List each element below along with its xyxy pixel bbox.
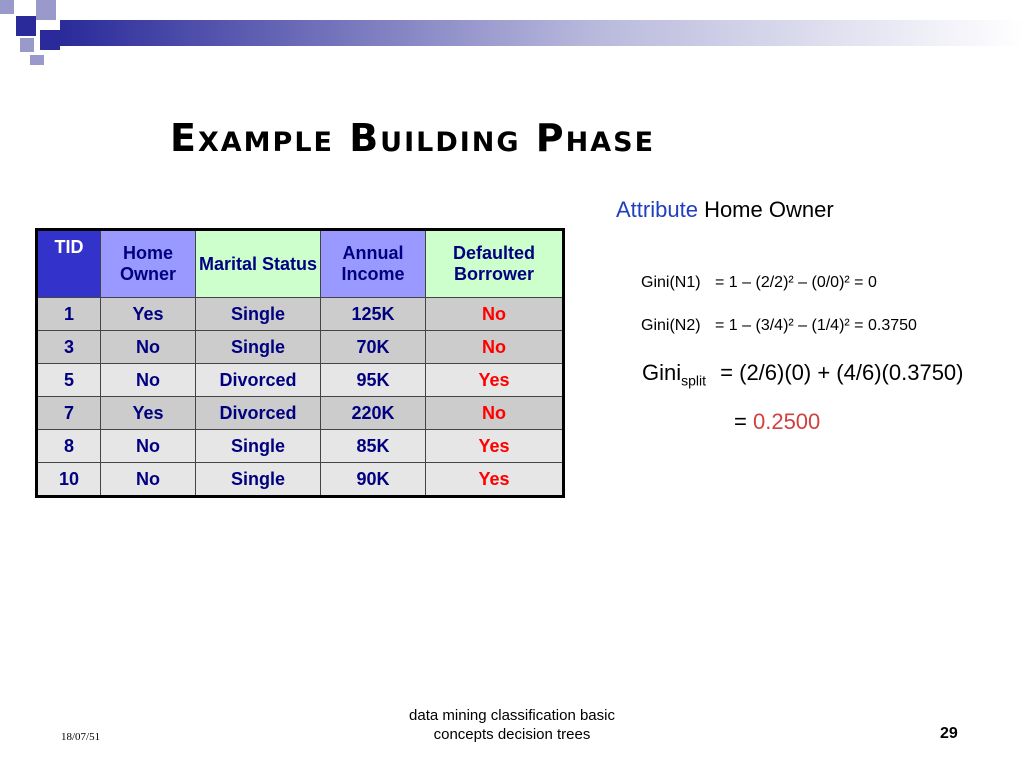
footer-date: 18/07/51 xyxy=(61,731,101,743)
gini-split-result xyxy=(734,409,820,435)
gini-n1-label: Gini(N1) xyxy=(641,274,701,291)
column-header-annual-income: Annual Income xyxy=(321,230,426,298)
footer-caption xyxy=(380,706,644,744)
column-header-defaulted-borrower: Defaulted Borrower xyxy=(426,230,564,298)
column-header-marital-status: Marital Status xyxy=(196,230,321,298)
cell-annual-income: 70K xyxy=(321,331,426,364)
result-equals: = xyxy=(734,409,747,434)
result-value: 0.2500 xyxy=(752,409,821,434)
gini-split-label: Gini xyxy=(642,360,682,385)
footer-line-1: data mining classification basic xyxy=(409,707,615,724)
table-row xyxy=(37,463,564,497)
cell-annual-income: 220K xyxy=(321,397,426,430)
cell-marital-status: Single xyxy=(196,331,321,364)
table-header-row xyxy=(37,230,564,298)
cell-annual-income: 85K xyxy=(321,430,426,463)
footer-line-2: concepts decision trees xyxy=(433,726,591,743)
cell-marital-status: Single xyxy=(196,298,321,331)
cell-home-owner: No xyxy=(101,430,196,463)
cell-annual-income: 125K xyxy=(321,298,426,331)
slide-title: Example Building Phase xyxy=(170,116,656,160)
table-row xyxy=(37,364,564,397)
cell-tid: 7 xyxy=(37,397,101,430)
gini-n2-expression: = 1 – (3/4)² – (1/4)² = 0.3750 xyxy=(715,317,917,334)
table-row xyxy=(37,298,564,331)
table-row xyxy=(37,331,564,364)
training-data-table xyxy=(35,228,565,498)
attribute-heading xyxy=(616,197,834,223)
cell-defaulted-borrower: No xyxy=(426,298,564,331)
cell-annual-income: 90K xyxy=(321,463,426,497)
cell-marital-status: Divorced xyxy=(196,397,321,430)
attribute-value: Home Owner xyxy=(704,197,834,222)
slide-header-decoration xyxy=(0,0,1024,70)
cell-defaulted-borrower: No xyxy=(426,397,564,430)
cell-tid: 1 xyxy=(37,298,101,331)
gini-split-line xyxy=(642,360,964,388)
attribute-label: Attribute xyxy=(616,197,698,222)
gini-split-expression: = (2/6)(0) + (4/6)(0.3750) xyxy=(720,360,964,385)
cell-marital-status: Single xyxy=(196,430,321,463)
column-header-tid: TID xyxy=(37,230,101,298)
cell-defaulted-borrower: Yes xyxy=(426,463,564,497)
cell-annual-income: 95K xyxy=(321,364,426,397)
gini-n1-line xyxy=(641,274,877,292)
cell-marital-status: Single xyxy=(196,463,321,497)
cell-home-owner: No xyxy=(101,331,196,364)
cell-tid: 10 xyxy=(37,463,101,497)
column-header-home-owner: Home Owner xyxy=(101,230,196,298)
cell-home-owner: No xyxy=(101,364,196,397)
cell-home-owner: Yes xyxy=(101,397,196,430)
cell-home-owner: No xyxy=(101,463,196,497)
page-number: 29 xyxy=(940,725,958,742)
cell-defaulted-borrower: Yes xyxy=(426,430,564,463)
cell-home-owner: Yes xyxy=(101,298,196,331)
cell-tid: 3 xyxy=(37,331,101,364)
gini-n2-label: Gini(N2) xyxy=(641,317,701,334)
table-row xyxy=(37,397,564,430)
cell-marital-status: Divorced xyxy=(196,364,321,397)
gini-n2-line xyxy=(641,317,917,335)
cell-tid: 8 xyxy=(37,430,101,463)
cell-defaulted-borrower: Yes xyxy=(426,364,564,397)
cell-tid: 5 xyxy=(37,364,101,397)
gini-split-subscript: split xyxy=(681,372,707,389)
gini-n1-expression: = 1 – (2/2)² – (0/0)² = 0 xyxy=(715,274,877,291)
table-row xyxy=(37,430,564,463)
cell-defaulted-borrower: No xyxy=(426,331,564,364)
